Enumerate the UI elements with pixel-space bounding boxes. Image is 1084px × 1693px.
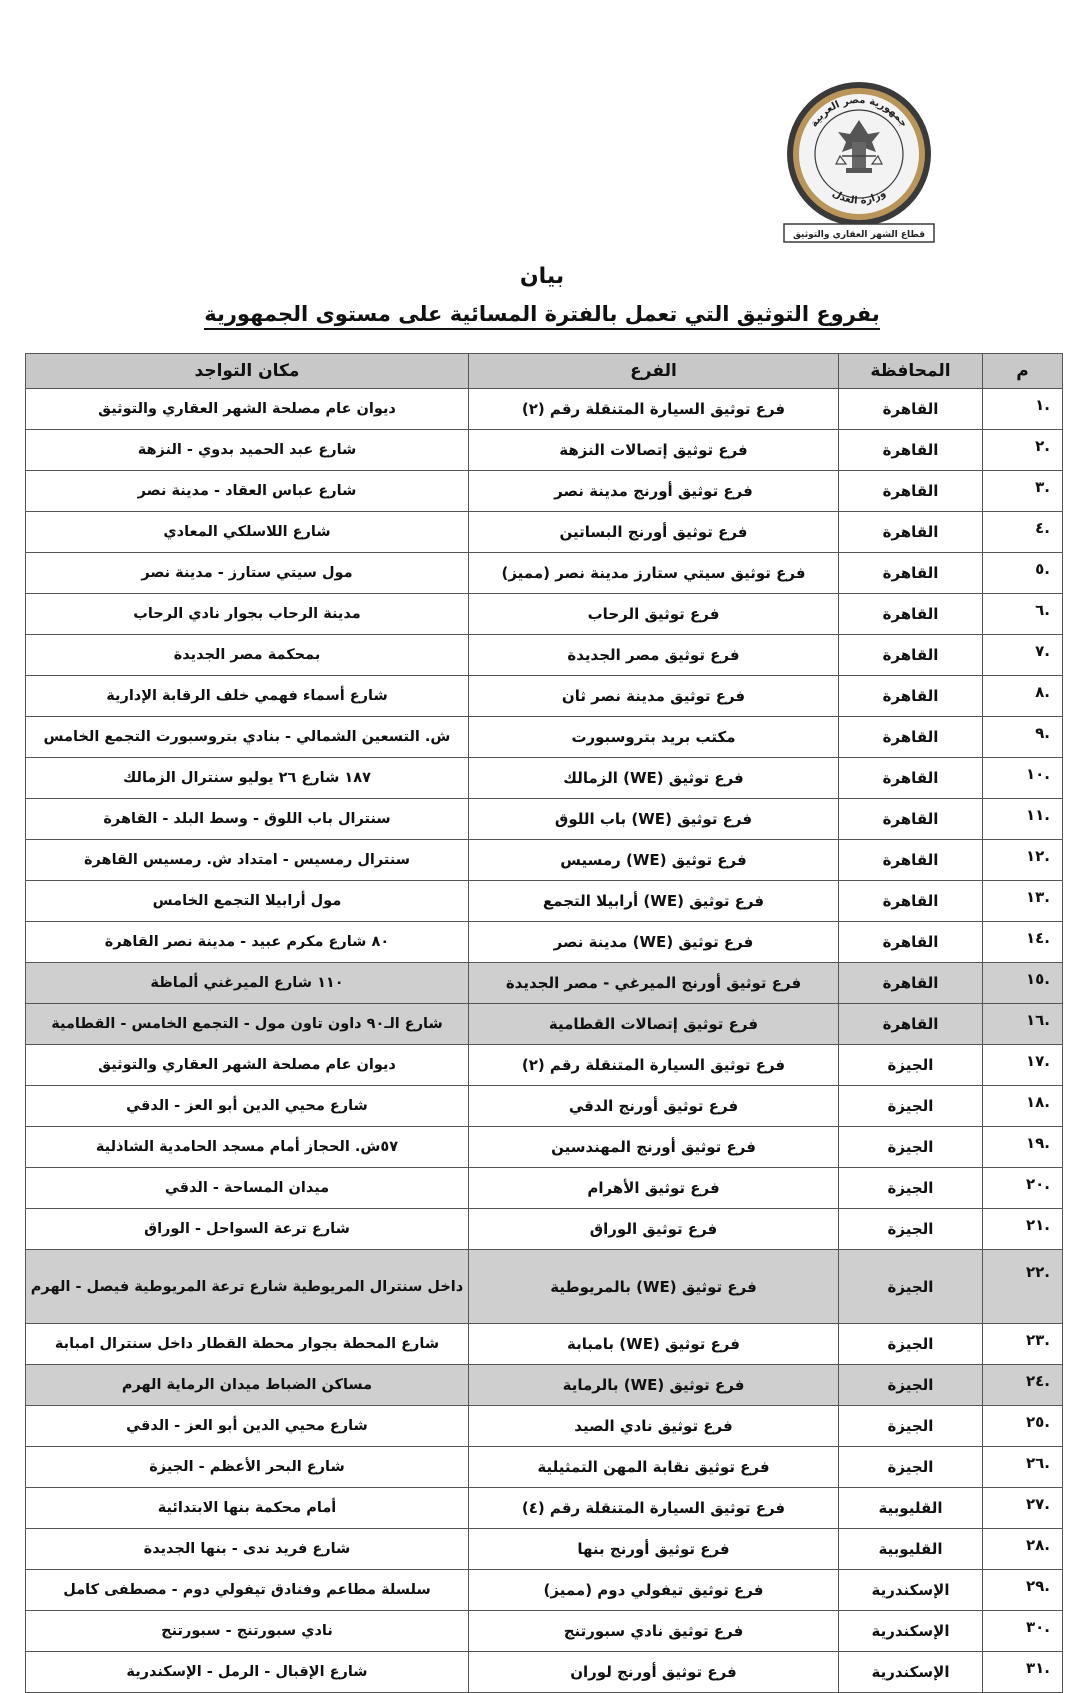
row-number: .١٢: [983, 840, 1063, 881]
row-location: مدينة الرحاب بجوار نادي الرحاب: [26, 594, 469, 635]
table-row: [26, 594, 1063, 635]
row-governorate: القاهرة: [839, 430, 983, 471]
table-row: [26, 1611, 1063, 1652]
page-subtitle: بفروع التوثيق التي تعمل بالفترة المسائية على مستوى الجمهورية: [0, 302, 1084, 326]
row-branch: فرع توثيق أورنج الميرغي - مصر الجديدة: [469, 963, 839, 1004]
table-row: [26, 1529, 1063, 1570]
row-branch: فرع توثيق (WE) رمسيس: [469, 840, 839, 881]
row-branch: فرع توثيق مصر الجديدة: [469, 635, 839, 676]
row-governorate: الجيزة: [839, 1365, 983, 1406]
row-location: شارع محيي الدين أبو العز - الدقي: [26, 1406, 469, 1447]
svg-text:قطاع الشهر العقاري والتوثيق: قطاع الشهر العقاري والتوثيق: [792, 230, 926, 240]
row-governorate: الجيزة: [839, 1168, 983, 1209]
row-governorate: القاهرة: [839, 717, 983, 758]
table-row: [26, 1324, 1063, 1365]
row-branch: فرع توثيق السيارة المتنقلة رقم (٢): [469, 389, 839, 430]
svg-text:وزارة العدل: وزارة العدل: [830, 188, 888, 207]
table-row: [26, 512, 1063, 553]
row-branch: فرع توثيق نادي سبورتنج: [469, 1611, 839, 1652]
row-branch: فرع توثيق إتصالات النزهة: [469, 430, 839, 471]
row-governorate: الإسكندرية: [839, 1611, 983, 1652]
row-number: .١١: [983, 799, 1063, 840]
row-number: .٢٥: [983, 1406, 1063, 1447]
row-governorate: القاهرة: [839, 840, 983, 881]
table-row: [26, 1250, 1063, 1324]
row-location: شارع اللاسلكي المعادي: [26, 512, 469, 553]
row-location: ١١٠ شارع الميرغني ألماظة: [26, 963, 469, 1004]
col-governorate-header: المحافظة: [839, 354, 983, 389]
row-location: شارع المحطة بجوار محطة القطار داخل سنترال امبابة: [26, 1324, 469, 1365]
table-row: [26, 1447, 1063, 1488]
table-row: [26, 1045, 1063, 1086]
row-governorate: الجيزة: [839, 1209, 983, 1250]
row-number: .٢٣: [983, 1324, 1063, 1365]
row-number: .١٤: [983, 922, 1063, 963]
row-governorate: القاهرة: [839, 758, 983, 799]
row-number: .٨: [983, 676, 1063, 717]
table-row: [26, 1086, 1063, 1127]
table-row: [26, 676, 1063, 717]
row-branch: مكتب بريد بتروسبورت: [469, 717, 839, 758]
row-branch: فرع توثيق أورنج الدقي: [469, 1086, 839, 1127]
row-branch: فرع توثيق السيارة المتنقلة رقم (٢): [469, 1045, 839, 1086]
table-header-row: [26, 354, 1063, 389]
ministry-logo: [780, 82, 938, 247]
row-number: .٦: [983, 594, 1063, 635]
row-number: .٢٧: [983, 1488, 1063, 1529]
row-governorate: الإسكندرية: [839, 1652, 983, 1693]
row-governorate: القاهرة: [839, 963, 983, 1004]
row-branch: فرع توثيق أورنج المهندسين: [469, 1127, 839, 1168]
row-governorate: الجيزة: [839, 1086, 983, 1127]
row-governorate: القاهرة: [839, 676, 983, 717]
row-branch: فرع توثيق السيارة المتنقلة رقم (٤): [469, 1488, 839, 1529]
row-branch: فرع توثيق الأهرام: [469, 1168, 839, 1209]
table-row: [26, 1365, 1063, 1406]
table-row: [26, 389, 1063, 430]
row-location: شارع البحر الأعظم - الجيزة: [26, 1447, 469, 1488]
row-governorate: القاهرة: [839, 512, 983, 553]
row-location: ٥٧ش. الحجاز أمام مسجد الحامدية الشاذلية: [26, 1127, 469, 1168]
row-number: .١٦: [983, 1004, 1063, 1045]
row-location: شارع عباس العقاد - مدينة نصر: [26, 471, 469, 512]
row-governorate: القاهرة: [839, 881, 983, 922]
row-branch: فرع توثيق (WE) مدينة نصر: [469, 922, 839, 963]
row-governorate: القاهرة: [839, 635, 983, 676]
branches-table: [25, 353, 1063, 1693]
row-branch: فرع توثيق نادي الصيد: [469, 1406, 839, 1447]
row-location: شارع فريد ندى - بنها الجديدة: [26, 1529, 469, 1570]
row-number: .١٨: [983, 1086, 1063, 1127]
row-location: بمحكمة مصر الجديدة: [26, 635, 469, 676]
row-branch: فرع توثيق إتصالات القطامية: [469, 1004, 839, 1045]
row-location: أمام محكمة بنها الابتدائية: [26, 1488, 469, 1529]
row-location: مساكن الضباط ميدان الرماية الهرم: [26, 1365, 469, 1406]
row-location: شارع الإقبال - الرمل - الإسكندرية: [26, 1652, 469, 1693]
row-number: .٥: [983, 553, 1063, 594]
page-title: بيان: [519, 264, 565, 289]
row-branch: فرع توثيق (WE) الزمالك: [469, 758, 839, 799]
row-branch: فرع توثيق الرحاب: [469, 594, 839, 635]
table-row: [26, 963, 1063, 1004]
col-branch-header: الفرع: [469, 354, 839, 389]
row-number: .٢٦: [983, 1447, 1063, 1488]
row-number: .٢٢: [983, 1250, 1063, 1324]
row-number: .٢٠: [983, 1168, 1063, 1209]
row-branch: فرع توثيق نقابة المهن التمثيلية: [469, 1447, 839, 1488]
row-governorate: القاهرة: [839, 389, 983, 430]
row-location: ش. التسعين الشمالي - بنادي بتروسبورت التجمع الخامس: [26, 717, 469, 758]
row-governorate: القليوبية: [839, 1488, 983, 1529]
table-row: [26, 1488, 1063, 1529]
table-row: [26, 1168, 1063, 1209]
row-location: شارع الـ٩٠ داون تاون مول - التجمع الخامس - القطامية: [26, 1004, 469, 1045]
row-number: .١٩: [983, 1127, 1063, 1168]
row-number: .٢٩: [983, 1570, 1063, 1611]
table-row: [26, 1127, 1063, 1168]
row-branch: فرع توثيق (WE) بالرماية: [469, 1365, 839, 1406]
ministry-seal-icon: [780, 82, 938, 247]
table-row: [26, 922, 1063, 963]
col-location-header: مكان التواجد: [26, 354, 469, 389]
row-branch: فرع توثيق مدينة نصر ثان: [469, 676, 839, 717]
row-location: مول أرابيلا التجمع الخامس: [26, 881, 469, 922]
row-number: .١٧: [983, 1045, 1063, 1086]
row-location: شارع أسماء فهمي خلف الرقابة الإدارية: [26, 676, 469, 717]
row-governorate: الإسكندرية: [839, 1570, 983, 1611]
row-branch: فرع توثيق أورنج مدينة نصر: [469, 471, 839, 512]
table-row: [26, 471, 1063, 512]
row-location: ١٨٧ شارع ٢٦ يوليو سنترال الزمالك: [26, 758, 469, 799]
row-branch: فرع توثيق أورنج بنها: [469, 1529, 839, 1570]
row-branch: فرع توثيق أورنج لوران: [469, 1652, 839, 1693]
table-row: [26, 1406, 1063, 1447]
row-number: .٣٠: [983, 1611, 1063, 1652]
table-row: [26, 1570, 1063, 1611]
row-location: سنترال رمسيس - امتداد ش. رمسيس القاهرة: [26, 840, 469, 881]
row-location: ديوان عام مصلحة الشهر العقاري والتوثيق: [26, 389, 469, 430]
row-number: .٢٨: [983, 1529, 1063, 1570]
row-governorate: القاهرة: [839, 922, 983, 963]
row-governorate: الجيزة: [839, 1447, 983, 1488]
table-row: [26, 717, 1063, 758]
row-governorate: القاهرة: [839, 553, 983, 594]
row-governorate: الجيزة: [839, 1250, 983, 1324]
row-governorate: القاهرة: [839, 471, 983, 512]
row-governorate: الجيزة: [839, 1406, 983, 1447]
row-location: ٨٠ شارع مكرم عبيد - مدينة نصر القاهرة: [26, 922, 469, 963]
row-branch: فرع توثيق تيفولي دوم (مميز): [469, 1570, 839, 1611]
row-governorate: القليوبية: [839, 1529, 983, 1570]
row-branch: فرع توثيق (WE) أرابيلا التجمع: [469, 881, 839, 922]
row-location: سنترال باب اللوق - وسط البلد - القاهرة: [26, 799, 469, 840]
row-number: .٧: [983, 635, 1063, 676]
row-location: نادي سبورتنج - سبورتنج: [26, 1611, 469, 1652]
row-number: .١٠: [983, 758, 1063, 799]
row-location: مول سيتي ستارز - مدينة نصر: [26, 553, 469, 594]
row-governorate: القاهرة: [839, 594, 983, 635]
row-governorate: الجيزة: [839, 1127, 983, 1168]
row-branch: فرع توثيق (WE) باب اللوق: [469, 799, 839, 840]
row-branch: فرع توثيق (WE) بامبابة: [469, 1324, 839, 1365]
row-location: شارع عبد الحميد بدوي - النزهة: [26, 430, 469, 471]
table-row: [26, 1004, 1063, 1045]
table-row: [26, 430, 1063, 471]
row-governorate: القاهرة: [839, 799, 983, 840]
row-location: سلسلة مطاعم وفنادق تيفولي دوم - مصطفى كامل: [26, 1570, 469, 1611]
row-number: .٢١: [983, 1209, 1063, 1250]
row-branch: فرع توثيق الوراق: [469, 1209, 839, 1250]
row-branch: فرع توثيق أورنج البساتين: [469, 512, 839, 553]
row-number: .١: [983, 389, 1063, 430]
table-row: [26, 840, 1063, 881]
row-number: .١٣: [983, 881, 1063, 922]
table-row: [26, 1209, 1063, 1250]
table-row: [26, 553, 1063, 594]
row-number: .٩: [983, 717, 1063, 758]
row-location: ميدان المساحة - الدقي: [26, 1168, 469, 1209]
row-location: شارع ترعة السواحل - الوراق: [26, 1209, 469, 1250]
row-number: .١٥: [983, 963, 1063, 1004]
table-row: [26, 635, 1063, 676]
svg-text:جمهورية مصر العربية: جمهورية مصر العربية: [808, 94, 910, 130]
row-location: شارع محيي الدين أبو العز - الدقي: [26, 1086, 469, 1127]
row-branch: فرع توثيق (WE) بالمريوطية: [469, 1250, 839, 1324]
row-number: .٢: [983, 430, 1063, 471]
row-number: .٤: [983, 512, 1063, 553]
row-number: .٢٤: [983, 1365, 1063, 1406]
table-row: [26, 1652, 1063, 1693]
row-location: ديوان عام مصلحة الشهر العقاري والتوثيق: [26, 1045, 469, 1086]
row-number: .٣١: [983, 1652, 1063, 1693]
row-governorate: الجيزة: [839, 1045, 983, 1086]
row-governorate: الجيزة: [839, 1324, 983, 1365]
table-row: [26, 881, 1063, 922]
table-row: [26, 799, 1063, 840]
table-row: [26, 758, 1063, 799]
row-branch: فرع توثيق سيتي ستارز مدينة نصر (مميز): [469, 553, 839, 594]
row-governorate: القاهرة: [839, 1004, 983, 1045]
row-number: .٣: [983, 471, 1063, 512]
row-location: داخل سنترال المريوطية شارع ترعة المريوطية فيصل - الهرم: [26, 1250, 469, 1324]
col-number-header: م: [983, 354, 1063, 389]
